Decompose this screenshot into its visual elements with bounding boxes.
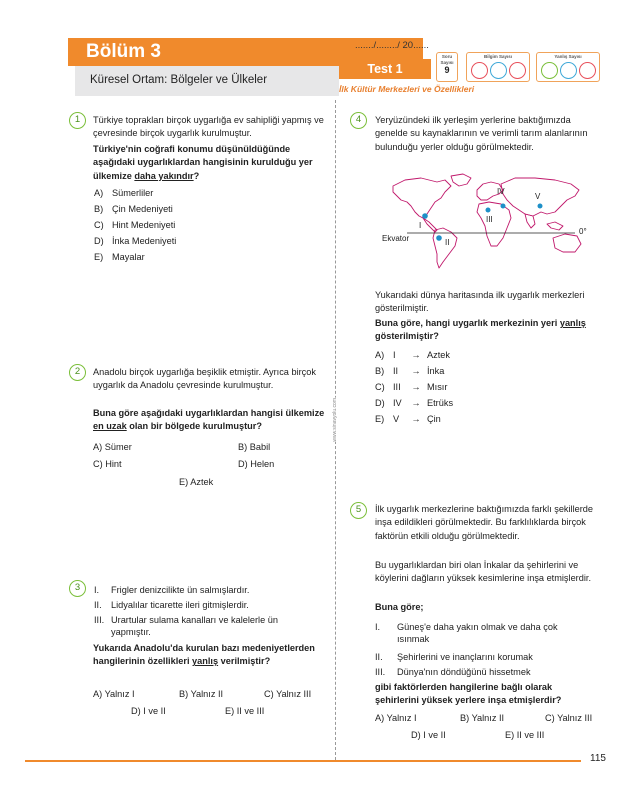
q2-stem: Anadolu birçok uygarlığa beşiklik etmiştir. Ayrıca birçok uygarlık da Anadolu çevresinde kurulmuştur. [93, 367, 316, 391]
face-circle [490, 62, 507, 79]
statement-text: Frigler denizcilikte ün salmışlardır. [111, 585, 250, 595]
q4-option[interactable] [375, 349, 450, 361]
knowledge-box [466, 52, 530, 82]
face-circle [471, 62, 488, 79]
q3-statement [94, 599, 324, 611]
statement-key: III. [375, 667, 386, 677]
q1-option[interactable] [94, 251, 145, 263]
q5-option[interactable]: A) Yalnız I [375, 713, 417, 723]
option-numeral: IV [393, 398, 402, 408]
map-label-iv: IV [497, 187, 505, 196]
page-number: 115 [590, 753, 606, 764]
q2-ask-underlined: en uzak [93, 421, 127, 432]
statement-key: I. [94, 585, 100, 595]
map-label-equator: Ekvator [382, 234, 410, 243]
africa-outline [477, 202, 511, 246]
q4-option[interactable] [375, 413, 441, 425]
date-line: ......./......../ 20...... [355, 40, 429, 51]
test-subtitle: İlk Kültür Merkezleri ve Özellikleri [339, 84, 475, 94]
option-key: C) [94, 220, 104, 230]
option-key: A) [375, 350, 385, 360]
dot-iv [501, 204, 506, 209]
q3-question [93, 642, 315, 669]
civilization-dots [422, 204, 542, 241]
difficulty-label: Yanlış Sayısı [554, 54, 582, 59]
option-key: E) [375, 414, 385, 424]
option-key: D) [94, 236, 104, 246]
q2-ask-end: olan bir bölgede kurulmuştur? [126, 421, 262, 432]
map-label-v: V [535, 192, 541, 201]
map-label-iii: III [486, 215, 493, 224]
q3-option[interactable]: B) Yalnız II [179, 689, 224, 699]
option-text: Mısır [427, 382, 448, 392]
dot-i [422, 213, 428, 219]
q3-option[interactable]: E) II ve III [225, 706, 265, 716]
q2-ask: Buna göre aşağıdaki uygarlıklardan hangisi ülkemize [93, 408, 325, 418]
statement-text: Urartular sulama kanalları ve kalelerle ün yapmıştır. [111, 615, 278, 637]
statement-key: II. [94, 600, 102, 610]
q1-ask-underlined: daha yakındır [134, 170, 194, 181]
map-label-ii: II [445, 238, 450, 247]
option-text: Etrüks [427, 398, 454, 408]
q4-ask-underlined: yanlış [559, 318, 586, 328]
option-text: Çin Medeniyeti [112, 204, 173, 214]
option-key: B) [375, 366, 385, 376]
map-label-zero: 0° [579, 227, 587, 236]
option-key: A) [94, 188, 104, 198]
q4-option[interactable] [375, 381, 447, 393]
q3-option[interactable]: D) I ve II [131, 706, 166, 716]
knowledge-label: Bilgim Sayısı [483, 54, 512, 59]
option-text: Mayalar [112, 252, 145, 262]
q2-option[interactable]: D) Helen [238, 459, 275, 469]
question-number: 4 [350, 112, 367, 129]
south-america-outline [433, 228, 457, 268]
q5-stem: İlk uygarlık merkezlerine baktığımızda farklı şekillerde inşa edildikleri görülmektedir. Bu farklılıklarda birçok faktörün etkili olduğu görülmektedir. [375, 504, 594, 541]
face-circle [541, 62, 558, 79]
question-number: 5 [350, 502, 367, 519]
q5-stem2: Bu uygarlıklardan biri olan İnkalar da şehirlerini ve köylerini dağların yüksek kesimlerine inşa etmişlerdir. [375, 560, 591, 584]
arrow-icon: → [411, 382, 421, 392]
q3-statement [94, 614, 312, 638]
q5-statement [375, 666, 591, 678]
statement-key: I. [375, 622, 381, 632]
option-text: İnka [427, 366, 445, 376]
world-map [382, 172, 590, 272]
q4-stem: Yeryüzündeki ilk yerleşim yerlerine baktığımızda genelde su kaynaklarının ve verimli tarım alanlarının bulunduğu yerler olduğu görülmektedir. [375, 115, 588, 152]
dot-ii [436, 235, 442, 241]
q3-ask-end: verilmiştir? [218, 656, 271, 667]
footer-line [25, 760, 581, 762]
arrow-icon: → [411, 350, 421, 360]
australia-outline [553, 234, 581, 252]
difficulty-box [536, 52, 600, 82]
q4-option[interactable] [375, 397, 453, 409]
q1-option[interactable] [94, 187, 153, 199]
q1-ask: Türkiye'nin coğrafi konumu düşünüldüğünde aşağıdaki uygarlıklardan hangisinin kurulduğu yer ülkemize [93, 144, 313, 181]
dot-iii [486, 208, 491, 213]
q5-statement [375, 621, 591, 645]
option-numeral: III [393, 382, 401, 392]
option-text: Aztek [427, 350, 450, 360]
q3-ask: Yukarıda Anadolu'da kurulan bazı medeniyetlerden hangilerinin özellikleri [93, 643, 315, 667]
q2-option[interactable]: B) Babil [238, 442, 271, 452]
arrow-icon: → [411, 366, 421, 376]
option-key: E) [94, 252, 104, 262]
option-key: B) [94, 204, 104, 214]
option-text: İnka Medeniyeti [112, 236, 177, 246]
q5-statement [375, 651, 591, 663]
option-text: Sümerliler [112, 188, 154, 198]
q5-option[interactable]: B) Yalnız II [460, 713, 505, 723]
q2-question [93, 407, 325, 434]
arrow-icon: → [411, 398, 421, 408]
statement-text: Lidyalılar ticarette ileri gitmişlerdir. [111, 600, 249, 610]
q5-lead: Buna göre; [375, 602, 424, 612]
question-number: 1 [69, 112, 86, 129]
q2-option[interactable]: E) Aztek [179, 477, 214, 487]
statement-key: II. [375, 652, 383, 662]
north-america-outline [393, 178, 451, 218]
face-circle [579, 62, 596, 79]
map-label-i: I [419, 221, 422, 230]
q4-option[interactable] [375, 365, 444, 377]
q1-option[interactable] [94, 203, 173, 215]
question-count-label: Soru Sayısı [440, 54, 454, 65]
q3-ask-underlined: yanlış [192, 656, 219, 667]
option-key: C) [375, 382, 385, 392]
question-count-box [436, 52, 458, 82]
q5-option[interactable]: E) II ve III [505, 730, 545, 740]
q3-option[interactable]: A) Yalnız I [93, 689, 135, 699]
option-numeral: V [393, 414, 400, 424]
q5-option[interactable]: D) I ve II [411, 730, 446, 740]
q5-option[interactable]: C) Yalnız III [545, 713, 593, 723]
q1-option[interactable] [94, 219, 175, 231]
option-numeral: I [393, 350, 396, 360]
q4-question [375, 317, 597, 344]
q1-stem: Türkiye toprakları birçok uygarlığa ev sahipliği yapmış ve çevresinde birçok uygarlık kurulmuştur. [93, 115, 324, 139]
q2-option[interactable]: C) Hint [93, 459, 122, 469]
option-numeral: II [393, 366, 399, 376]
q1-question [93, 143, 325, 183]
face-circle [560, 62, 577, 79]
topic-title: Küresel Ortam: Bölgeler ve Ülkeler [90, 74, 268, 86]
question-number: 2 [69, 364, 86, 381]
watermark: www.sinavyolu.com [331, 398, 341, 442]
q3-option[interactable]: C) Yalnız III [264, 689, 312, 699]
dot-v [538, 204, 543, 209]
face-circle [509, 62, 526, 79]
option-key: D) [375, 398, 385, 408]
q4-after-map: Yukarıdaki dünya haritasında ilk uygarlık merkezleri gösterilmiştir. [375, 290, 585, 314]
q3-statement [94, 584, 324, 596]
test-label: Test 1 [339, 59, 431, 79]
statement-text: Şehirlerini ve inançlarını korumak [397, 652, 533, 662]
question-count-value: 9 [444, 65, 450, 75]
question-number: 3 [69, 580, 86, 597]
q1-option[interactable] [94, 235, 176, 247]
q2-option[interactable]: A) Sümer [93, 442, 132, 452]
q4-ask: Buna göre, hangi uygarlık merkezinin yeri [375, 318, 560, 328]
q1-ask-end: ? [193, 170, 200, 181]
option-text: Çin [427, 414, 441, 424]
chapter-title: Bölüm 3 [86, 41, 161, 62]
statement-key: III. [94, 615, 105, 625]
statement-text: Güneş'e daha yakın olmak ve daha çok ısınmak [397, 622, 558, 644]
q5-question: gibi faktörlerden hangilerine bağlı olarak şehirlerini yüksek yerlere inşa etmişlerdir? [375, 682, 562, 706]
arrow-icon: → [411, 414, 421, 424]
q4-ask-end: gösterilmiştir? [375, 331, 439, 342]
option-text: Hint Medeniyeti [112, 220, 176, 230]
greenland-outline [451, 174, 471, 186]
statement-text: Dünya'nın döndüğünü hissetmek [397, 667, 531, 677]
indonesia-outline [547, 222, 563, 230]
